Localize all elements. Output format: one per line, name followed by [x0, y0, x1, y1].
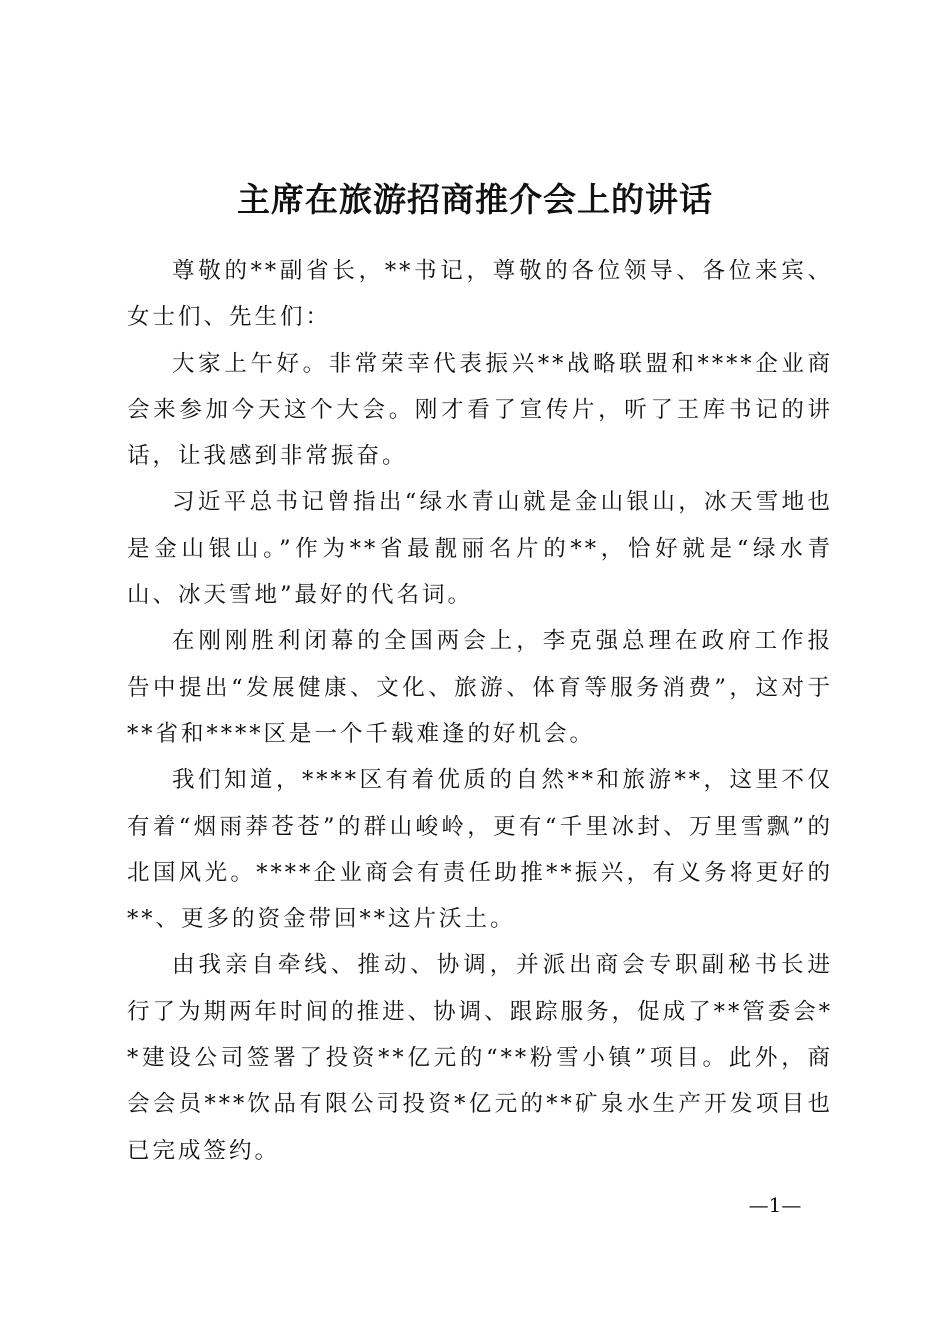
- paragraph-salutation: 尊敬的**副省长，**书记，尊敬的各位领导、各位来宾、女士们、先生们：: [127, 258, 833, 331]
- paragraph-quote: 习近平总书记曾指出“绿水青山就是金山银山，冰天雪地也是金山银山。”作为**省最靓丽名片的**，恰好就是“绿水青山、冰天雪地”最好的代名词。: [127, 489, 833, 609]
- page-number: —1—: [748, 1193, 802, 1217]
- document-title: 主席在旅游招商推介会上的讲话: [237, 180, 713, 219]
- paragraph-two-sessions: 在刚刚胜利闭幕的全国两会上，李克强总理在政府工作报告中提出“发展健康、文化、旅游、体育等服务消费”，这对于**省和****区是一个千载难逢的好机会。: [127, 628, 833, 747]
- paragraph-greeting: 大家上午好。非常荣幸代表振兴**战略联盟和****企业商会来参加今天这个大会。刚才看了宣传片，听了王库书记的讲话，让我感到非常振奋。: [127, 350, 833, 470]
- document-body: [127, 248, 833, 1174]
- paragraph-projects: 由我亲自牵线、推动、协调，并派出商会专职副秘书长进行了为期两年时间的推进、协调、跟踪服务，促成了**管委会**建设公司签署了投资**亿元的“**粉雪小镇”项目。此外，商会会员***饮品有限公司投资*亿元的**矿泉水生产开发项目也已完成签约。: [127, 952, 833, 1164]
- paragraph-region: 我们知道，****区有着优质的自然**和旅游**，这里不仅有着“烟雨莽苍苍”的群山峻岭，更有“千里冰封、万里雪飘”的北国风光。****企业商会有责任助推**振兴，有义务将更好的**、更多的资金带回**这片沃土。: [127, 767, 833, 933]
